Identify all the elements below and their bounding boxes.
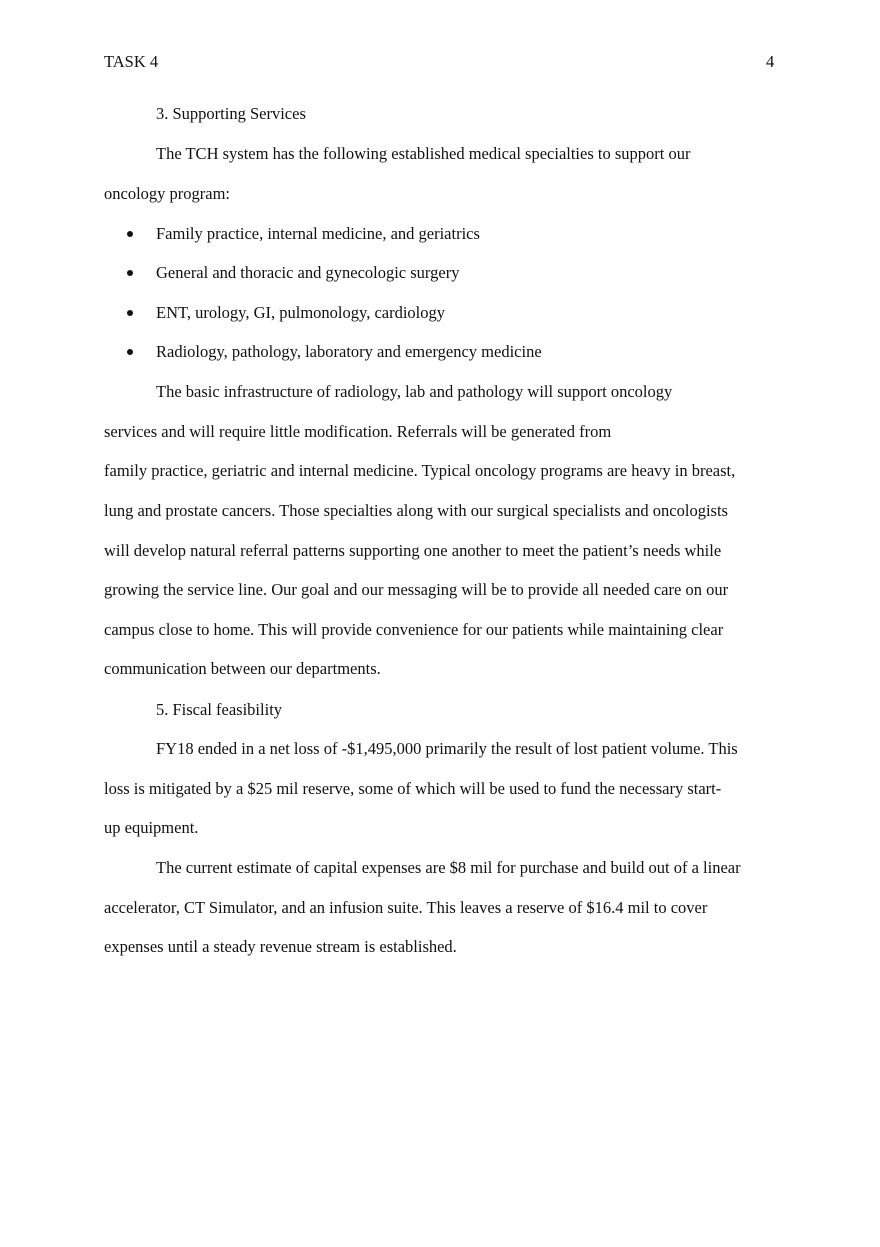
bullet-icon (127, 231, 133, 237)
page-number: 4 (766, 52, 775, 71)
fiscal-line: The current estimate of capital expenses are $8 mil for purchase and build out of a linear (156, 858, 741, 877)
body-line: The basic infrastructure of radiology, lab and pathology will support oncology (156, 382, 673, 401)
fiscal-line: expenses until a steady revenue stream is established. (104, 937, 457, 956)
fiscal-line: loss is mitigated by a $25 mil reserve, some of which will be used to fund the necessary start- (104, 779, 722, 798)
section-heading-fiscal-feasibility: 5. Fiscal feasibility (156, 700, 283, 719)
bullet-icon (127, 310, 133, 316)
body-line: growing the service line. Our goal and our messaging will be to provide all needed care on our (104, 580, 729, 599)
body-line: services and will require little modification. Referrals will be generated from (104, 422, 612, 441)
list-item-text: General and thoracic and gynecologic surgery (156, 263, 460, 282)
body-line: communication between our departments. (104, 659, 381, 678)
list-item-text: Family practice, internal medicine, and geriatrics (156, 224, 480, 243)
body-line: campus close to home. This will provide convenience for our patients while maintaining clear (104, 620, 724, 639)
bullet-icon (127, 349, 133, 355)
intro-line: oncology program: (104, 184, 231, 203)
body-line: will develop natural referral patterns supporting one another to meet the patient’s needs while (104, 541, 722, 560)
fiscal-line: up equipment. (104, 818, 199, 837)
bullet-icon (127, 270, 133, 276)
intro-line: The TCH system has the following established medical specialties to support our (156, 144, 691, 163)
list-item-text: Radiology, pathology, laboratory and emergency medicine (156, 342, 542, 361)
fiscal-line: FY18 ended in a net loss of -$1,495,000 primarily the result of lost patient volume. This (156, 739, 738, 758)
running-head: TASK 4 (104, 52, 159, 71)
section-heading-supporting-services: 3. Supporting Services (156, 104, 306, 123)
list-item-text: ENT, urology, GI, pulmonology, cardiology (156, 303, 446, 322)
body-line: family practice, geriatric and internal medicine. Typical oncology programs are heavy in breast, (104, 461, 736, 480)
fiscal-line: accelerator, CT Simulator, and an infusion suite. This leaves a reserve of $16.4 mil to cover (104, 898, 708, 917)
body-line: lung and prostate cancers. Those specialties along with our surgical specialists and oncologists (104, 501, 728, 520)
